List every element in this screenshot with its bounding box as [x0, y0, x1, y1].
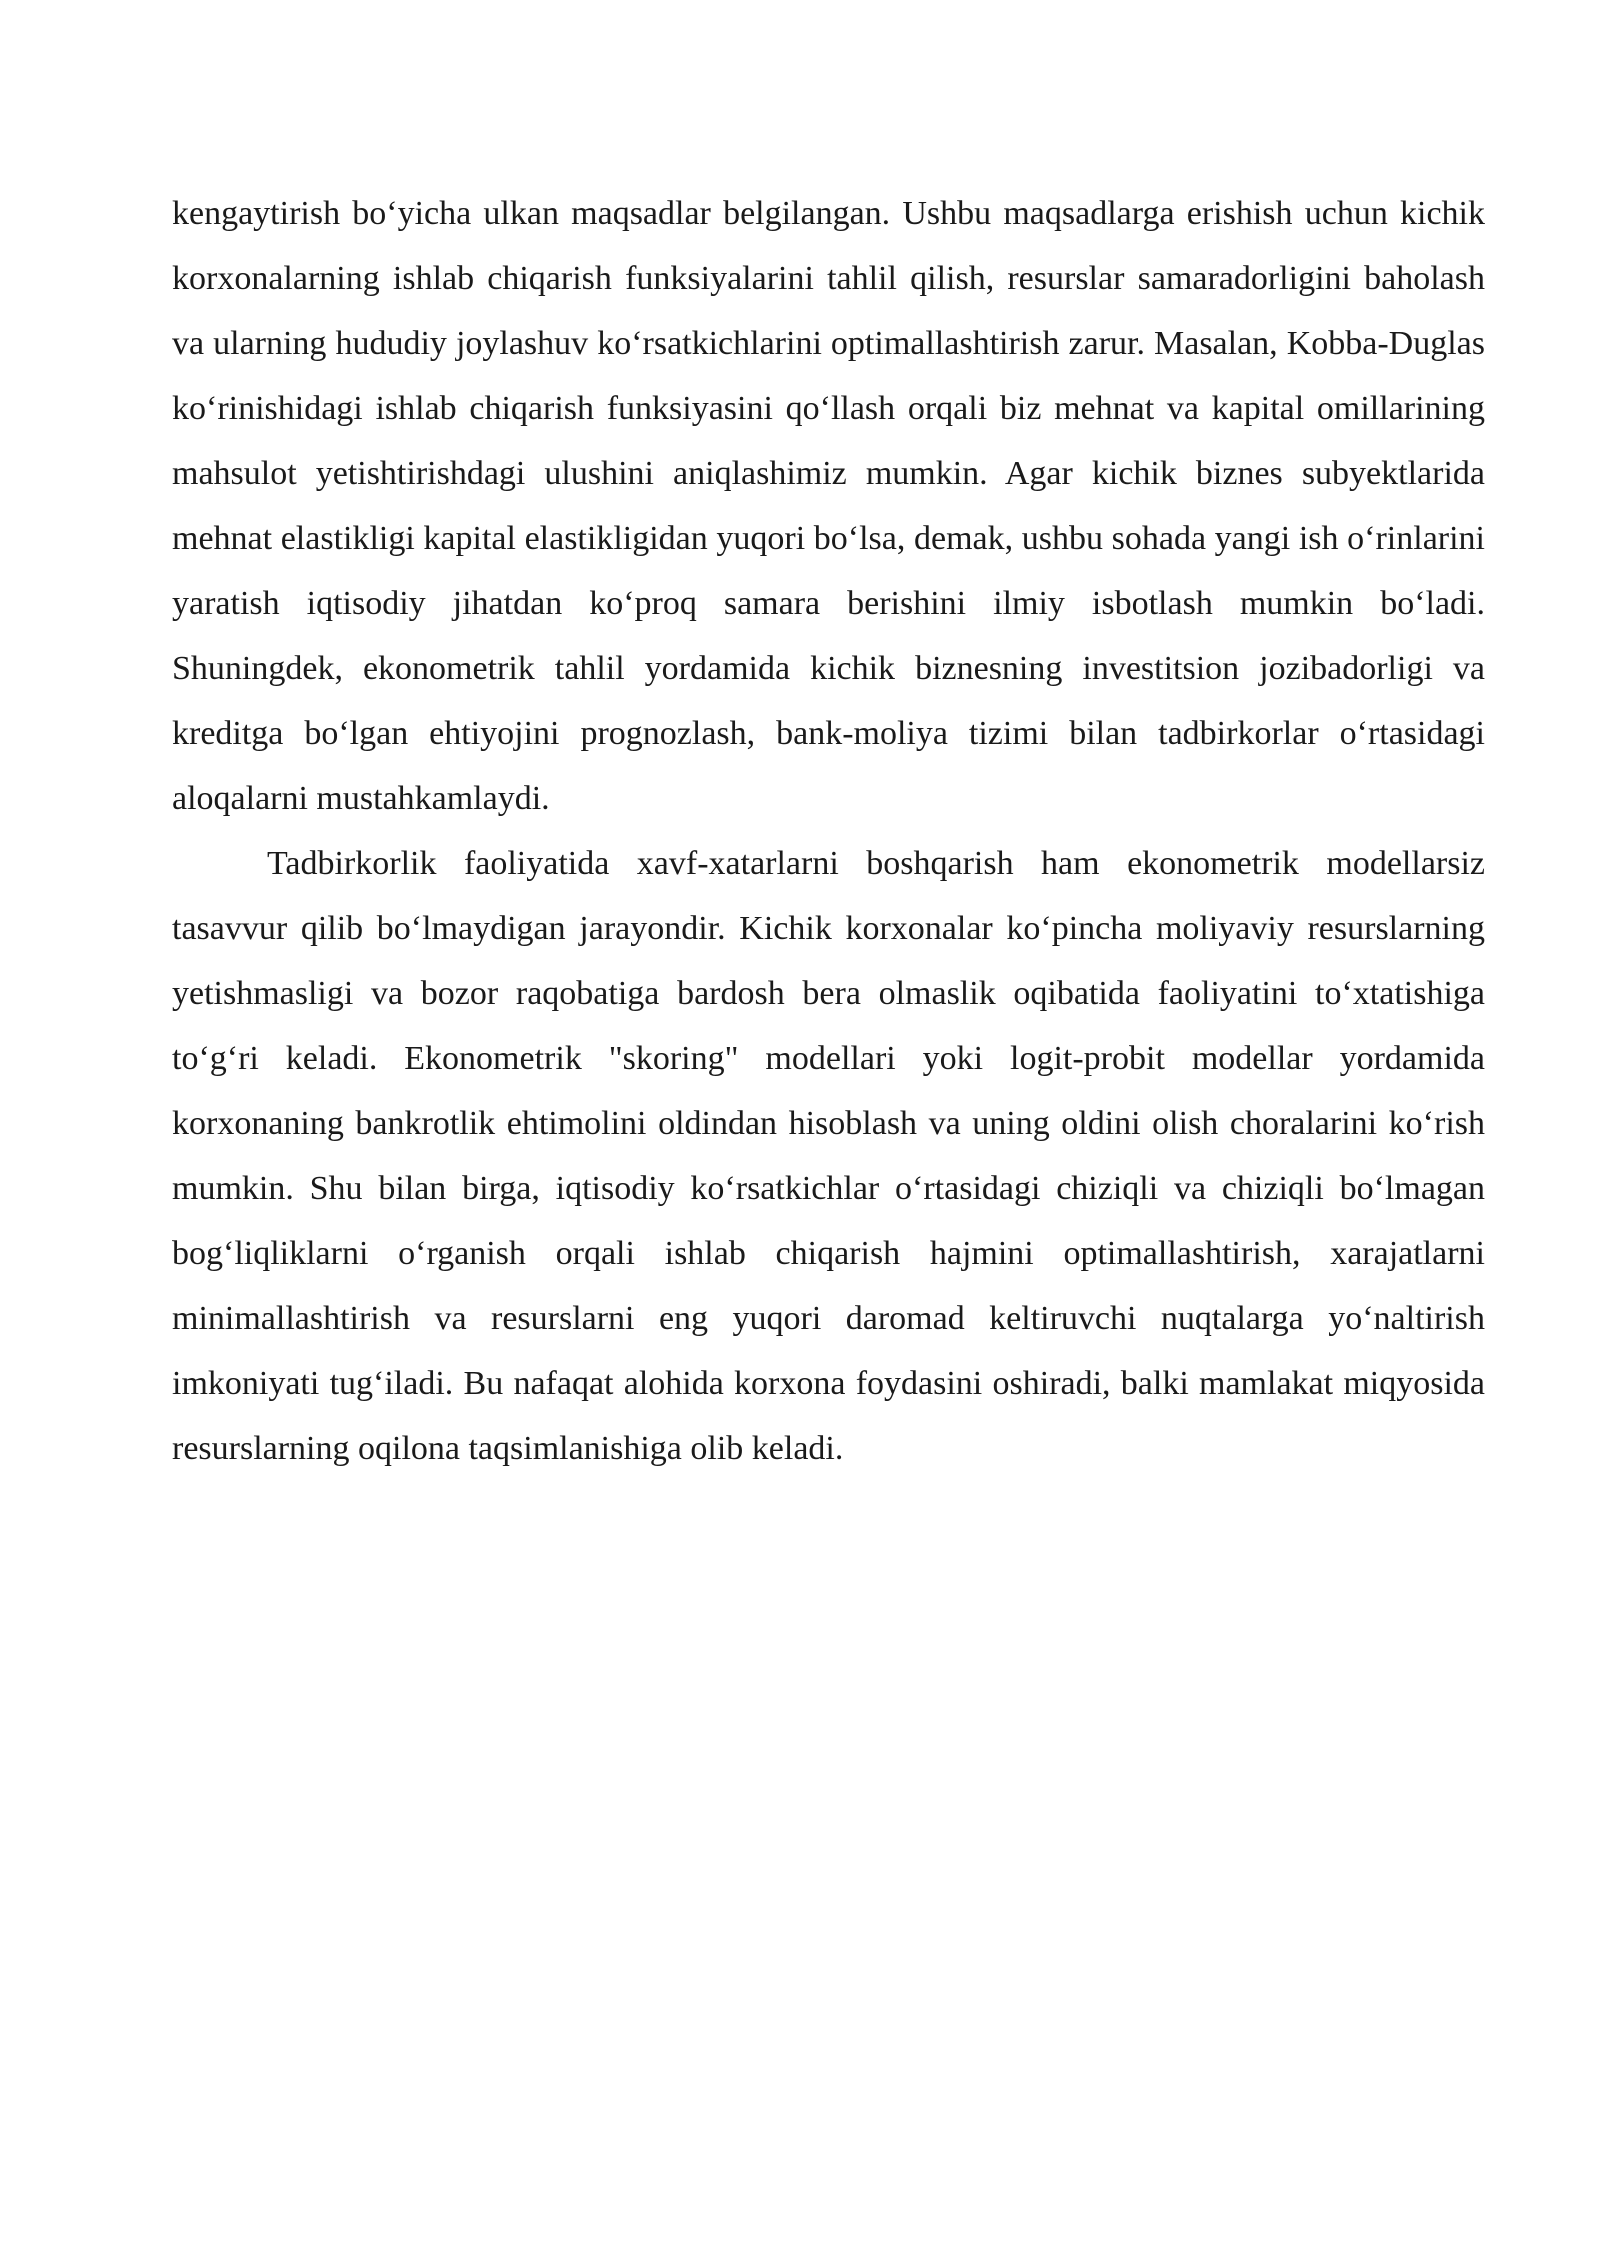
paragraph-2: Tadbirkorlik faoliyatida xavf-xatarlarni boshqarish ham ekonometrik modellarsiz tasavvur qilib bo‘lmaydigan jarayondir. Kichik korxonalar ko‘pincha moliyaviy resurslarning yetishmasligi va bozor raqobatiga bardosh bera olmaslik oqibatida faoliyatini to‘xtatishiga to‘g‘ri keladi. Ekonometrik "skoring" modellari yoki logit-probit modellar yordamida korxonaning bankrotlik ehtimolini oldindan hisoblash va uning oldini olish choralarini ko‘rish mumkin. Shu bilan birga, iqtisodiy ko‘rsatkichlar o‘rtasidagi chiziqli va chiziqli bo‘lmagan bog‘liqliklarni o‘rganish orqali ishlab chiqarish hajmini optimallashtirish, xarajatlarni minimallashtirish va resurslarni eng yuqori daromad keltiruvchi nuqtalarga yo‘naltirish imkoniyati tug‘iladi. Bu nafaqat alohida korxona foydasini oshiradi, balki mamlakat miqyosida resurslarning oqilona taqsimlanishiga olib keladi.: [172, 845, 1485, 1467]
document-body: [172, 181, 1485, 1481]
paragraph-1: kengaytirish bo‘yicha ulkan maqsadlar belgilangan. Ushbu maqsadlarga erishish uchun kichik korxonalarning ishlab chiqarish funksiyalarini tahlil qilish, resurslar samaradorligini baholash va ularning hududiy joylashuv ko‘rsatkichlarini optimallashtirish zarur. Masalan, Kobba-Duglas ko‘rinishidagi ishlab chiqarish funksiyasini qo‘llash orqali biz mehnat va kapital omillarining mahsulot yetishtirishdagi ulushini aniqlashimiz mumkin. Agar kichik biznes subyektlarida mehnat elastikligi kapital elastikligidan yuqori bo‘lsa, demak, ushbu sohada yangi ish o‘rinlarini yaratish iqtisodiy jihatdan ko‘proq samara berishini ilmiy isbotlash mumkin bo‘ladi. Shuningdek, ekonometrik tahlil yordamida kichik biznesning investitsion jozibadorligi va kreditga bo‘lgan ehtiyojini prognozlash, bank-moliya tizimi bilan tadbirkorlar o‘rtasidagi aloqalarni mustahkamlaydi.: [172, 195, 1485, 817]
